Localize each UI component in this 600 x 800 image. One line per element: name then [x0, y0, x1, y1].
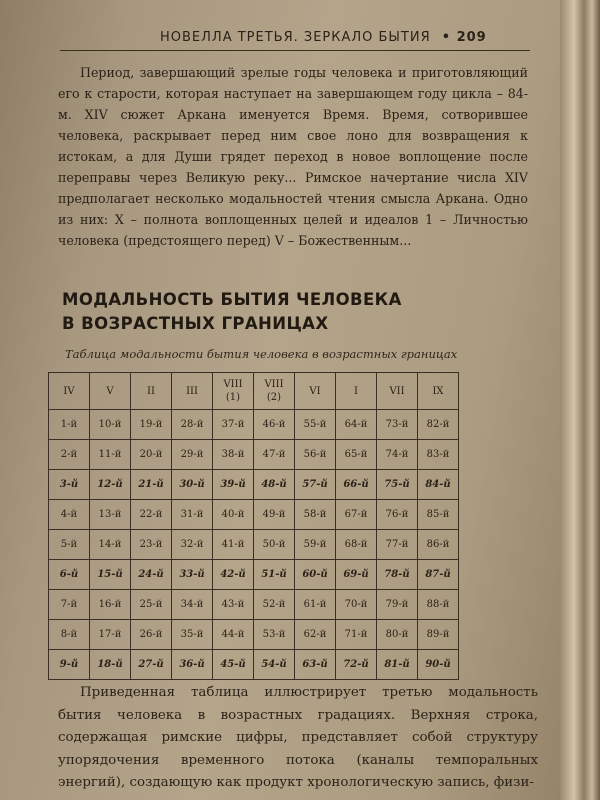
- chapter-title: НОВЕЛЛА ТРЕТЬЯ. ЗЕРКАЛО БЫТИЯ: [160, 30, 431, 45]
- section-heading-line-2: В ВОЗРАСТНЫХ ГРАНИЦАХ: [62, 314, 329, 333]
- table-cell: 55-й: [295, 410, 336, 440]
- table-cell: 8-й: [49, 620, 90, 650]
- table-row: [49, 440, 459, 470]
- table-cell: 24-й: [131, 560, 172, 590]
- table-cell: 16-й: [90, 590, 131, 620]
- table-cell: 1-й: [49, 410, 90, 440]
- table-header-cell: VI: [295, 373, 336, 410]
- table-cell: 36-й: [172, 650, 213, 680]
- table-header-cell: I: [336, 373, 377, 410]
- table-cell: 88-й: [418, 590, 459, 620]
- table-header-cell: V: [90, 373, 131, 410]
- table-cell: 34-й: [172, 590, 213, 620]
- table-cell: 64-й: [336, 410, 377, 440]
- table-cell: 15-й: [90, 560, 131, 590]
- section-heading: [62, 288, 482, 336]
- table-cell: 80-й: [377, 620, 418, 650]
- table-cell: 19-й: [131, 410, 172, 440]
- table-cell: 26-й: [131, 620, 172, 650]
- table-row: [49, 590, 459, 620]
- table-cell: 77-й: [377, 530, 418, 560]
- table-header-cell: VII: [377, 373, 418, 410]
- table-cell: 42-й: [213, 560, 254, 590]
- table-cell: 4-й: [49, 500, 90, 530]
- table-cell: 57-й: [295, 470, 336, 500]
- table-header-cell: VIII (2): [254, 373, 295, 410]
- table-cell: 40-й: [213, 500, 254, 530]
- table-cell: 62-й: [295, 620, 336, 650]
- table-cell: 2-й: [49, 440, 90, 470]
- table-cell: 52-й: [254, 590, 295, 620]
- table-cell: 81-й: [377, 650, 418, 680]
- table-cell: 49-й: [254, 500, 295, 530]
- table-cell: 30-й: [172, 470, 213, 500]
- table-cell: 83-й: [418, 440, 459, 470]
- table-cell: 48-й: [254, 470, 295, 500]
- header-rule: [60, 50, 530, 51]
- table-cell: 82-й: [418, 410, 459, 440]
- table-cell: 9-й: [49, 650, 90, 680]
- table-cell: 54-й: [254, 650, 295, 680]
- table-cell: 66-й: [336, 470, 377, 500]
- table-cell: 44-й: [213, 620, 254, 650]
- table-row: [49, 560, 459, 590]
- table-row: [49, 410, 459, 440]
- table-cell: 38-й: [213, 440, 254, 470]
- table-cell: 67-й: [336, 500, 377, 530]
- table-cell: 71-й: [336, 620, 377, 650]
- table-cell: 23-й: [131, 530, 172, 560]
- table-cell: 20-й: [131, 440, 172, 470]
- running-header: [160, 30, 487, 45]
- table-cell: 12-й: [90, 470, 131, 500]
- table-cell: 3-й: [49, 470, 90, 500]
- table-cell: 37-й: [213, 410, 254, 440]
- table-cell: 59-й: [295, 530, 336, 560]
- table-cell: 31-й: [172, 500, 213, 530]
- modality-table: [48, 372, 459, 680]
- table-row: [49, 470, 459, 500]
- table-cell: 78-й: [377, 560, 418, 590]
- table-cell: 32-й: [172, 530, 213, 560]
- outro-paragraph: [58, 682, 538, 795]
- table-cell: 75-й: [377, 470, 418, 500]
- table-cell: 58-й: [295, 500, 336, 530]
- table-cell: 84-й: [418, 470, 459, 500]
- table-cell: 50-й: [254, 530, 295, 560]
- table-header-cell: III: [172, 373, 213, 410]
- table-cell: 68-й: [336, 530, 377, 560]
- table-cell: 46-й: [254, 410, 295, 440]
- table-row: [49, 620, 459, 650]
- section-heading-line-1: МОДАЛЬНОСТЬ БЫТИЯ ЧЕЛОВЕКА: [62, 290, 402, 309]
- table-cell: 76-й: [377, 500, 418, 530]
- table-cell: 73-й: [377, 410, 418, 440]
- table-row: [49, 530, 459, 560]
- table-cell: 90-й: [418, 650, 459, 680]
- table-cell: 41-й: [213, 530, 254, 560]
- table-cell: 63-й: [295, 650, 336, 680]
- table-row: [49, 650, 459, 680]
- table-header-cell: II: [131, 373, 172, 410]
- table-cell: 60-й: [295, 560, 336, 590]
- table-cell: 25-й: [131, 590, 172, 620]
- table-cell: 70-й: [336, 590, 377, 620]
- table-cell: 14-й: [90, 530, 131, 560]
- table-header-cell: IV: [49, 373, 90, 410]
- table-cell: 33-й: [172, 560, 213, 590]
- table-cell: 17-й: [90, 620, 131, 650]
- outro-text: Приведенная таблица иллюстрирует третью модальность бытия человека в возрастных градациях. Верхняя строка, содержащая римские цифры, представляет собой структуру упорядочения временного потока (каналы темпоральных энергий), создающую как продукт хронологическую запись, физи-: [58, 685, 538, 790]
- table-cell: 53-й: [254, 620, 295, 650]
- table-cell: 79-й: [377, 590, 418, 620]
- table-cell: 27-й: [131, 650, 172, 680]
- table-cell: 86-й: [418, 530, 459, 560]
- table-cell: 72-й: [336, 650, 377, 680]
- page-stack-edge: [560, 0, 600, 800]
- table-cell: 74-й: [377, 440, 418, 470]
- table-cell: 51-й: [254, 560, 295, 590]
- table-cell: 85-й: [418, 500, 459, 530]
- table-cell: 35-й: [172, 620, 213, 650]
- table-row: [49, 500, 459, 530]
- table-cell: 43-й: [213, 590, 254, 620]
- table-cell: 29-й: [172, 440, 213, 470]
- table-cell: 10-й: [90, 410, 131, 440]
- table-cell: 6-й: [49, 560, 90, 590]
- table-cell: 69-й: [336, 560, 377, 590]
- table-cell: 13-й: [90, 500, 131, 530]
- intro-paragraph: [58, 62, 528, 251]
- table-cell: 89-й: [418, 620, 459, 650]
- table-cell: 18-й: [90, 650, 131, 680]
- table-cell: 21-й: [131, 470, 172, 500]
- table-header-cell: IX: [418, 373, 459, 410]
- table-header-row: [49, 373, 459, 410]
- table-cell: 56-й: [295, 440, 336, 470]
- table-cell: 87-й: [418, 560, 459, 590]
- table-cell: 5-й: [49, 530, 90, 560]
- table-cell: 39-й: [213, 470, 254, 500]
- page-number: • 209: [441, 30, 487, 45]
- table-cell: 47-й: [254, 440, 295, 470]
- table-cell: 7-й: [49, 590, 90, 620]
- table-header-cell: VIII (1): [213, 373, 254, 410]
- table-cell: 22-й: [131, 500, 172, 530]
- table-cell: 45-й: [213, 650, 254, 680]
- table-cell: 11-й: [90, 440, 131, 470]
- table-cell: 28-й: [172, 410, 213, 440]
- intro-text: Период, завершающий зрелые годы человека и приготовляющий его к старости, которая наступает на завершающем году цикла – 84-м. XIV сюжет Аркана именуется Время. Время, сотворившее человека, раскрывает перед ним свое лоно для возвращения к истокам, а для Души грядет переход в новое воплощение после переправы через Великую реку... Римское начертание числа XIV предполагает несколько модальностей чтения смысла Аркана. Одно из них: X – полнота воплощенных целей и идеалов 1 – Личностью человека (предстоящего перед) V – Божественным...: [58, 65, 528, 248]
- table-cell: 65-й: [336, 440, 377, 470]
- table-cell: 61-й: [295, 590, 336, 620]
- table-caption: Таблица модальности бытия человека в возрастных границах: [65, 347, 458, 361]
